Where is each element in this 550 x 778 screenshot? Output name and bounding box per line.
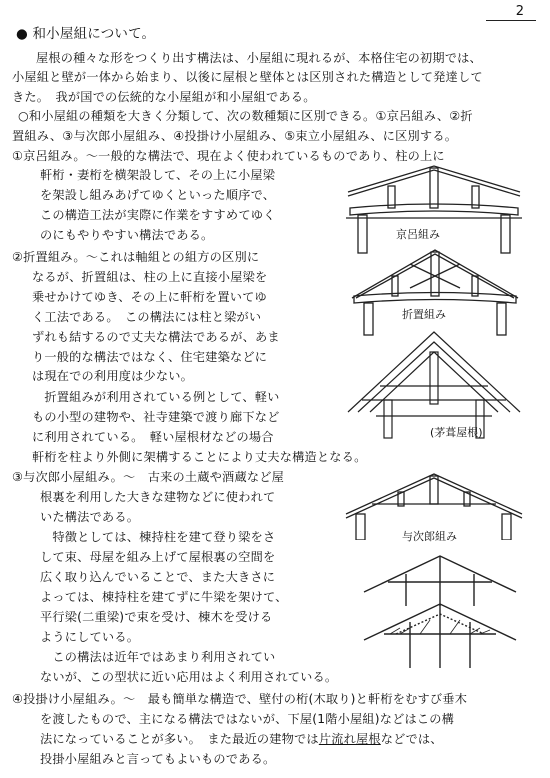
intro-line-1: 屋根の種々な形をつくり出す構法は、小屋組に現れるが、本格住宅の初期では、: [36, 51, 482, 65]
orioki-truss-figure: [350, 246, 520, 336]
intro-line-3: きた。 我が国での伝統的な小屋組が和小屋組である。: [12, 90, 316, 104]
s2-line-10: に利用されている。 軽い屋根材などの場合: [32, 430, 274, 444]
s2-line-6: り一般的な構法ではなく、住宅建築などに: [32, 350, 268, 364]
intro-line-2: 小屋組と壁が一体から始まり、以後に屋根と壁体とは区別された構造として発達して: [12, 70, 483, 84]
s2-line-5: ずれも結するので丈夫な構法であるが、あま: [32, 330, 280, 344]
s2-line-3: 乗せかけてゆき、その上に軒桁を置いてゆ: [32, 290, 267, 304]
intro-line-5: 置組み、③与次郎小屋組み、④投掛け小屋組み、⑤束立小屋組み、に区別する。: [12, 129, 458, 143]
s1-line-4: この構造工法が実際に作業をすすめてゆく: [40, 208, 276, 222]
bullet-icon: ●: [16, 26, 33, 42]
s3-line-5: して束、母屋を組み上げて屋根裏の空間を: [40, 550, 276, 564]
s4-line-3: [40, 731, 443, 747]
yojiro-caption: 与次郎組み: [402, 530, 457, 543]
orioki-caption: 折置組み: [402, 308, 446, 321]
s3-line-7: よっては、棟持柱を建てずに牛梁を架けて、: [40, 590, 288, 604]
s3-line-4: 特徴としては、棟持柱を建て登り梁をさ: [40, 530, 276, 544]
s3-line-6: 広く取り込んでいることで、また大きさに: [40, 570, 276, 584]
s3-line-8: 平行梁(二重梁)で束を受け、棟木を受ける: [40, 610, 273, 624]
heading-text: 和小屋組について。: [32, 26, 156, 42]
s1-line-5: のにもやりやすい構法である。: [40, 228, 214, 242]
s3-line-2: 根裏を利用した大きな建物などに使われて: [40, 490, 276, 504]
s3-line-11: ないが、この型状に近い応用はよく利用されている。: [40, 670, 338, 684]
orioki-truss-drawing: [350, 246, 520, 336]
s3-line-3: いた構法である。: [40, 510, 140, 524]
s3-line-1: ③与次郎小屋組み。〜 古来の土蔵や酒蔵など屋: [12, 470, 284, 484]
s2-line-11: 軒桁を柱より外側に架構することにより丈夫な構造となる。: [32, 450, 367, 464]
s2-line-2: なるが、折置組は、柱の上に直接小屋梁を: [32, 270, 268, 284]
s2-line-7: は現在での利用度は少ない。: [32, 369, 194, 383]
s2-line-8: 折置組みが利用されている例として、軽い: [32, 390, 280, 404]
thatched-roof-caption: (茅葺屋根): [430, 426, 483, 439]
s4-line-1: ④投掛け小屋組み。〜 最も簡単な構造で、壁付の桁(木取り)と軒桁をむすび垂木: [12, 692, 468, 706]
s1-line-3: を架設し組みあげてゆくといった順序で、: [40, 188, 276, 202]
s2-line-4: く工法である。 この構法には柱と梁がい: [32, 310, 262, 324]
s3-line-9: ようにしている。: [40, 630, 140, 644]
s4-line-4: 投掛小屋組みと言ってもよいものである。: [40, 752, 276, 766]
yojiro-variant-b-figure: [360, 600, 520, 670]
s4-underlined-term: 片流れ屋根: [318, 732, 381, 746]
yojiro-variant-b-drawing: [360, 600, 520, 670]
s1-line-1: ①京呂組み。〜一般的な構法で、現在よく使われているものであり、柱の上に: [12, 149, 445, 163]
kyoro-caption: 京呂組み: [396, 228, 440, 241]
s2-line-1: ②折置組み。〜これは軸組との組方の区別に: [12, 250, 260, 264]
page-number: 2: [515, 4, 524, 19]
s4-line-2: を渡したもので、主になる構法ではないが、下屋(1階小屋組)などはこの構: [40, 712, 455, 726]
s1-line-2: 軒桁・妻桁を横架設して、その上に小屋梁: [40, 168, 276, 182]
s4-line-3-text: 法になっていることが多い。 また最近の建物では: [40, 732, 319, 746]
s4-line-3-tail: などでは、: [380, 732, 443, 746]
s3-line-10: この構法は近年ではあまり利用されてい: [40, 650, 276, 664]
intro-line-4: ○和小屋組の種類を大きく分類して、次の数種類に区別できる。①京呂組み、②折: [18, 109, 473, 123]
s2-line-9: もの小型の建物や、社寺建築で渡り廊下など: [32, 410, 280, 424]
page-number-underline: [486, 20, 536, 21]
heading: [16, 26, 155, 42]
